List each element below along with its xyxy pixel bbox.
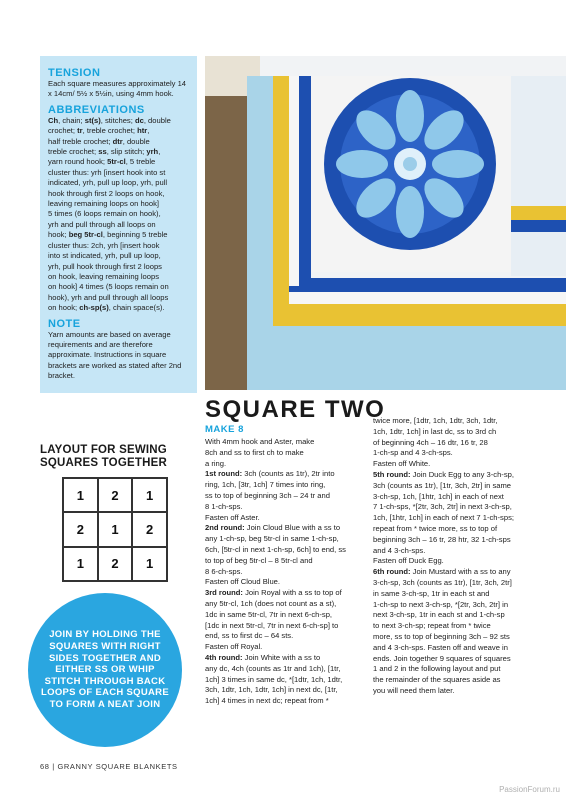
note-text: Yarn amounts are based on average requirements and are therefore approximate. Instructions in square brackets are worked as stated after 2nd bracket. — [48, 329, 182, 381]
abbreviation-line: on hook; ch-sp(s), chain space(s). — [48, 303, 165, 313]
text-line: more, ss to top of beginning 3ch – 92 sts — [373, 631, 510, 641]
text-line: 3rd round: Join Royal with a ss to top of — [205, 588, 342, 598]
text-line: 1ch] 3 times in same dc, *[1dtr, 1ch, 1dtr, — [205, 674, 343, 684]
text-line: you will need them later. — [373, 685, 455, 695]
text-line: 3-ch-sp, 1ch, [1htr, 1ch] in each of next — [373, 491, 504, 501]
tension-heading: TENSION — [48, 67, 101, 79]
abbreviation-line: on hook] 4 times (5 loops remain on — [48, 282, 169, 292]
pattern-column-2 — [373, 416, 533, 697]
text-line: Fasten off Royal. — [205, 642, 263, 652]
text-line: end, ss to first dc – 64 sts. — [205, 631, 294, 641]
text-line: 8ch and ss to first ch to make — [205, 447, 304, 457]
text-line: Fasten off Cloud Blue. — [205, 577, 280, 587]
layout-heading — [40, 444, 200, 469]
tension-text: Each square measures approximately 14 x 14cm/ 5½ x 5½in, using 4mm hook. — [48, 79, 187, 99]
text-line: to next 3-ch-sp; repeat from * twice — [373, 621, 491, 631]
text-line: ring, 1ch, [3tr, 1ch] 7 times into ring, — [205, 480, 326, 490]
grid-cell: 1 — [98, 512, 133, 546]
text-line: in same 3-ch-sp, 1tr in each st and — [373, 588, 490, 598]
info-sidebar — [40, 56, 197, 393]
text-line: Fasten off White. — [373, 459, 431, 469]
abbreviation-line: hook; beg 5tr-cl, beginning 5 treble — [48, 230, 168, 240]
abbreviations-heading: ABBREVIATIONS — [48, 103, 145, 116]
text-line: 8 6-ch-sps. — [205, 566, 243, 576]
grid-cell: 2 — [98, 478, 133, 512]
grid-cell: 1 — [132, 547, 167, 581]
text-line: next 3-ch-sp, 1tr in each st and 1-ch-sp — [373, 610, 505, 620]
text-line: 1ch, 1dtr, 1ch] in last dc, ss to 3rd ch — [373, 426, 497, 436]
text-line: beginning 3ch – 16 tr, 28 htr, 32 1-ch-sps — [373, 534, 511, 544]
text-line: 6th round: Join Mustard with a ss to any — [373, 567, 511, 577]
text-line: any 5tr-cl, 1ch (does not count as a st), — [205, 598, 337, 608]
text-line: 1-ch-sp to next 3-ch-sp, *[2tr, 3ch, 2tr] in — [373, 599, 509, 609]
text-line: a ring. — [205, 458, 227, 468]
grid-cell: 2 — [132, 512, 167, 546]
text-line: and 4 3-ch-sps. — [373, 545, 426, 555]
crochet-blanket-photo — [205, 56, 566, 390]
text-line: 5th round: Join Duck Egg to any 3-ch-sp, — [373, 469, 514, 479]
text-line: 1dc in same 5tr-cl, 7tr in next 6-ch-sp, — [205, 609, 333, 619]
layout-heading-line-1: LAYOUT FOR SEWING — [40, 444, 167, 456]
abbreviation-line: cluster thus: yrh [insert hook into st — [48, 167, 166, 177]
pattern-title: SQUARE TWO — [205, 396, 386, 423]
abbreviation-line: 5 times (6 loops remain on hook), — [48, 209, 161, 219]
abbreviation-line: hook), yrh and pull through all loops — [48, 292, 169, 302]
text-line: the remainder of the squares aside as — [373, 675, 501, 685]
text-line: ss to top of beginning 3ch – 24 tr and — [205, 490, 330, 500]
grid-cell: 1 — [63, 547, 98, 581]
text-line: 3ch, 1dtr, 1ch, 1dtr, 1ch] in next dc, [1tr, — [205, 685, 338, 695]
text-line: and 4 3-ch-sps. Fasten off and weave in — [373, 642, 508, 652]
abbreviation-line: Ch, chain; st(s), stitches; dc, double — [48, 115, 171, 125]
joining-tip-text: JOIN BY HOLDING THE SQUARES WITH RIGHT SIDES TOGETHER AND EITHER SS OR WHIP STITCH THROUGH BACK LOOPS OF EACH SQUARE TO FORM A NEAT JOIN — [41, 629, 169, 710]
text-line: With 4mm hook and Aster, make — [205, 437, 315, 446]
make-count: MAKE 8 — [205, 424, 244, 435]
text-line: 1st round: 3ch (counts as 1tr), 2tr into — [205, 469, 335, 479]
page-footer: 68 | GRANNY SQUARE BLANKETS — [40, 762, 178, 771]
abbreviations-text — [48, 116, 189, 314]
text-line: 1ch, [1htr, 1ch] in each of next 7 1-ch-sps; — [373, 513, 514, 523]
text-line: 3-ch-sp, 3ch (counts as 1tr), [1tr, 3ch, 2tr] — [373, 577, 512, 587]
text-line: 3ch (counts as 1tr), [1tr, 3ch, 2tr] in same — [373, 480, 512, 490]
abbreviation-line: indicated, yrh, pull up loop, yrh, pull — [48, 178, 168, 188]
layout-grid — [62, 477, 168, 582]
text-line: repeat from * twice more, ss to top of — [373, 523, 498, 533]
crochet-square-illustration — [205, 56, 566, 390]
abbreviation-line: leaving remaining loops on hook] — [48, 199, 160, 209]
text-line: [1dc in next 5tr-cl, 7tr in next 6-ch-sp] to — [205, 620, 339, 630]
note-heading: NOTE — [48, 317, 81, 330]
text-line: 1ch] 4 times in next dc; repeat from * — [205, 696, 329, 706]
grid-cell: 1 — [132, 478, 167, 512]
text-line: any 1-ch-sp, beg 5tr-cl in same 1-ch-sp, — [205, 534, 339, 544]
grid-cell: 2 — [63, 512, 98, 546]
text-line: 6ch, [5tr-cl in next 1-ch-sp, 6ch] to end, ss — [205, 544, 346, 554]
abbreviation-line: hook through first 2 loops on hook, — [48, 188, 165, 198]
text-line: 7 1-ch-sps, *[2tr, 3ch, 2tr] in next 3-ch-sp, — [373, 502, 512, 512]
layout-heading-line-2: SQUARES TOGETHER — [40, 456, 167, 469]
text-line: twice more, [1dtr, 1ch, 1dtr, 3ch, 1dtr, — [373, 416, 498, 425]
grid-cell: 1 — [63, 478, 98, 512]
abbreviation-line: into st indicated, yrh, pull up loop, — [48, 251, 161, 261]
pattern-column-1 — [205, 437, 365, 707]
text-line: 1 and 2 in the following layout and put — [373, 664, 501, 674]
grid-cell: 2 — [98, 547, 133, 581]
abbreviation-line: treble crochet; ss, slip stitch; yrh, — [48, 147, 161, 157]
joining-tip-callout — [28, 593, 182, 747]
abbreviation-line: crochet; tr, treble crochet; htr, — [48, 126, 150, 136]
abbreviation-line: yrh and pull through all loops on — [48, 219, 156, 229]
text-line: 8 1-ch-sps. — [205, 501, 243, 511]
abbreviation-line: yarn round hook; 5tr-cl, 5 treble — [48, 157, 156, 167]
text-line: Fasten off Duck Egg. — [373, 556, 444, 566]
text-line: any dc, 4ch (counts as 1tr and 1ch), [1tr, — [205, 663, 341, 673]
abbreviation-line: cluster thus: 2ch, yrh [insert hook — [48, 240, 160, 250]
text-line: 4th round: Join White with a ss to — [205, 652, 321, 662]
abbreviation-line: half treble crochet; dtr, double — [48, 136, 150, 146]
text-line: 1-ch-sp and 4 3-ch-sps. — [373, 448, 453, 458]
text-line: to top of beg 5tr-cl – 8 5tr-cl and — [205, 555, 313, 565]
text-line: 2nd round: Join Cloud Blue with a ss to — [205, 523, 341, 533]
text-line: Fasten off Aster. — [205, 512, 260, 522]
watermark: PassionForum.ru — [499, 785, 560, 794]
abbreviation-line: on hook, leaving remaining loops — [48, 271, 160, 281]
abbreviation-line: yrh, pull hook through first 2 loops — [48, 261, 162, 271]
text-line: of beginning 4ch – 16 dtr, 16 tr, 28 — [373, 437, 488, 447]
text-line: ends. Join together 9 squares of squares — [373, 653, 511, 663]
